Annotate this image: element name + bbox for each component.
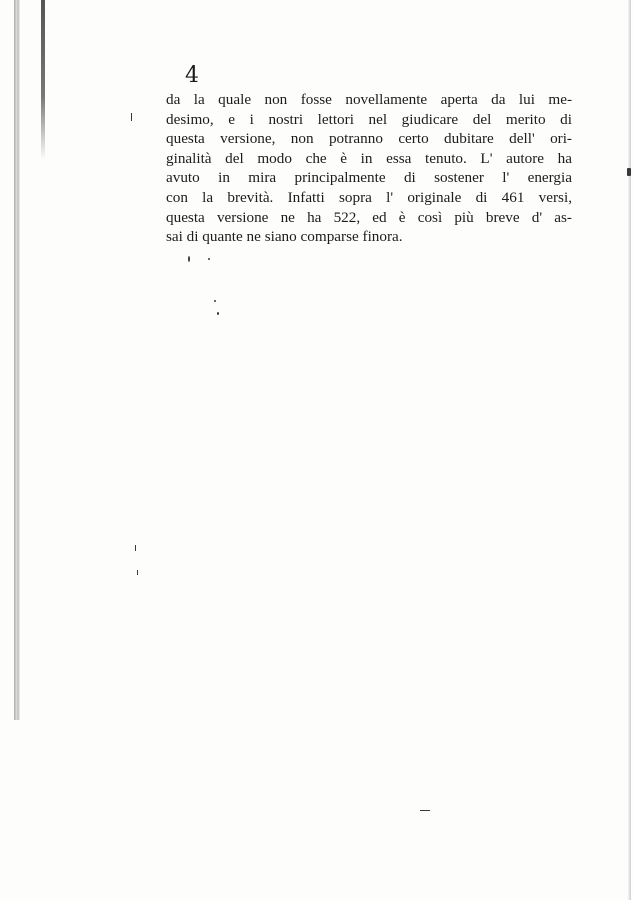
page-number: 4 (185, 63, 199, 88)
text-line: con la brevità. Infatti sopra l' originale di 461 versi, (166, 188, 572, 206)
scan-speck (420, 810, 430, 811)
page-edge (628, 0, 631, 900)
binding-edge (14, 0, 20, 720)
scan-speck (188, 256, 190, 262)
text-line: sai di quante ne siano comparse finora. (166, 228, 403, 246)
scan-speck (627, 168, 631, 176)
scan-speck (214, 300, 216, 302)
scan-speck (208, 258, 210, 260)
scan-speck (217, 312, 219, 315)
text-line: da la quale non fosse novellamente aperta da lui me- (166, 91, 572, 108)
text-line: desimo, e i nostri lettori nel giudicare del merito di (166, 110, 572, 128)
scan-speck (131, 113, 132, 121)
body-paragraph (166, 90, 572, 247)
text-line: ginalità del modo che è in essa tenuto. L' autore ha (166, 149, 572, 167)
text-line: avuto in mira principalmente di sostener l' energia (166, 169, 572, 187)
text-line: questa versione, non potranno certo dubitare dell' ori- (166, 130, 572, 148)
scan-speck (137, 570, 138, 575)
scan-speck (135, 545, 136, 551)
binding-shadow (41, 0, 45, 160)
text-line: questa versione ne ha 522, ed è così più breve d' as- (166, 208, 572, 226)
